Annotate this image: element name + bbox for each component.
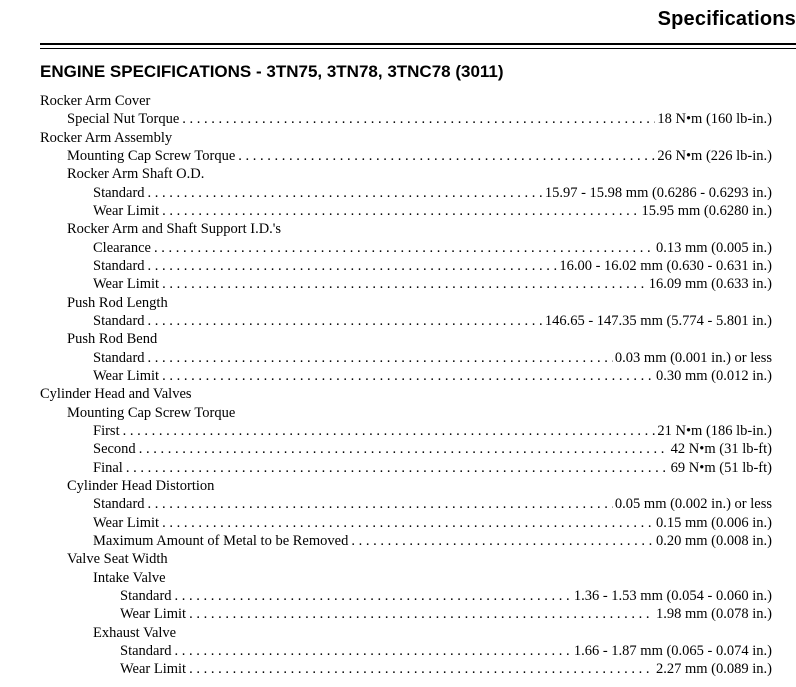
spec-row xyxy=(40,605,772,623)
spec-row xyxy=(40,459,772,477)
dot-leader xyxy=(162,367,654,385)
spec-row xyxy=(40,660,772,678)
spec-row xyxy=(40,110,772,128)
spec-heading xyxy=(40,477,772,495)
spec-row xyxy=(40,184,772,202)
header-rule-thick xyxy=(40,43,796,45)
spec-heading xyxy=(40,220,772,238)
dot-leader xyxy=(123,422,656,440)
spec-value: 0.05 mm (0.002 in.) or less xyxy=(614,496,772,513)
spec-label: Push Rod Bend xyxy=(67,331,158,348)
spec-row xyxy=(40,147,772,165)
spec-row xyxy=(40,349,772,367)
spec-label: Standard xyxy=(93,257,145,274)
dot-leader xyxy=(148,184,543,202)
header-rule-thin xyxy=(40,48,796,49)
dot-leader xyxy=(162,202,639,220)
spec-label: Standard xyxy=(120,642,172,659)
spec-label: Wear Limit xyxy=(93,514,160,531)
spec-heading xyxy=(40,550,772,568)
spec-row xyxy=(40,642,772,660)
spec-value: 16.00 - 16.02 mm (0.630 - 0.631 in.) xyxy=(559,257,772,274)
dot-leader xyxy=(126,459,669,477)
spec-row xyxy=(40,312,772,330)
spec-heading xyxy=(40,165,772,183)
spec-heading xyxy=(40,294,772,312)
spec-heading xyxy=(40,404,772,422)
dot-leader xyxy=(351,532,654,550)
spec-value: 42 N•m (31 lb-ft) xyxy=(670,441,772,458)
spec-label: Wear Limit xyxy=(93,202,160,219)
dot-leader xyxy=(162,275,647,293)
spec-value: 2.27 mm (0.089 in.) xyxy=(656,661,772,678)
dot-leader xyxy=(182,110,655,128)
spec-list xyxy=(40,92,772,679)
spec-value: 15.95 mm (0.6280 in.) xyxy=(641,202,772,219)
spec-row xyxy=(40,202,772,220)
spec-label: Cylinder Head and Valves xyxy=(40,386,192,403)
dot-leader xyxy=(238,147,655,165)
spec-label: Wear Limit xyxy=(120,606,187,623)
spec-label: Mounting Cap Screw Torque xyxy=(67,404,236,421)
spec-label: Rocker Arm Assembly xyxy=(40,129,173,146)
spec-value: 0.15 mm (0.006 in.) xyxy=(656,514,772,531)
spec-label: Standard xyxy=(93,349,145,366)
dot-leader xyxy=(175,642,572,660)
spec-row xyxy=(40,532,772,550)
spec-value: 1.66 - 1.87 mm (0.065 - 0.074 in.) xyxy=(573,642,772,659)
spec-label: Standard xyxy=(93,312,145,329)
spec-row xyxy=(40,422,772,440)
spec-value: 16.09 mm (0.633 in.) xyxy=(648,276,772,293)
spec-value: 0.30 mm (0.012 in.) xyxy=(656,367,772,384)
dot-leader xyxy=(148,312,543,330)
spec-row xyxy=(40,440,772,458)
section-title: ENGINE SPECIFICATIONS - 3TN75, 3TN78, 3TNC78 (3011) xyxy=(40,62,504,81)
spec-label: Wear Limit xyxy=(93,276,160,293)
spec-value: 15.97 - 15.98 mm (0.6286 - 0.6293 in.) xyxy=(544,184,772,201)
spec-heading xyxy=(40,385,772,403)
spec-label: Cylinder Head Distortion xyxy=(67,477,215,494)
dot-leader xyxy=(139,440,669,458)
spec-value: 0.13 mm (0.005 in.) xyxy=(656,239,772,256)
spec-row xyxy=(40,587,772,605)
spec-label: Rocker Arm Shaft O.D. xyxy=(67,166,205,183)
spec-row xyxy=(40,367,772,385)
spec-label: Clearance xyxy=(93,239,151,256)
spec-label: Maximum Amount of Metal to be Removed xyxy=(93,532,349,549)
spec-label: Wear Limit xyxy=(120,661,187,678)
spec-heading xyxy=(40,129,772,147)
dot-leader xyxy=(175,587,572,605)
dot-leader xyxy=(148,349,613,367)
spec-label: Rocker Arm and Shaft Support I.D.'s xyxy=(67,221,282,238)
spec-value: 1.98 mm (0.078 in.) xyxy=(656,606,772,623)
spec-label: Standard xyxy=(120,587,172,604)
dot-leader xyxy=(162,514,654,532)
spec-label: Push Rod Length xyxy=(67,294,168,311)
spec-row xyxy=(40,514,772,532)
spec-value: 1.36 - 1.53 mm (0.054 - 0.060 in.) xyxy=(573,587,772,604)
spec-row xyxy=(40,275,772,293)
spec-label: Wear Limit xyxy=(93,367,160,384)
spec-heading xyxy=(40,569,772,587)
spec-value: 18 N•m (160 lb-in.) xyxy=(657,111,772,128)
spec-heading xyxy=(40,330,772,348)
spec-label: First xyxy=(93,422,120,439)
spec-label: Second xyxy=(93,441,136,458)
dot-leader xyxy=(154,239,654,257)
spec-value: 69 N•m (51 lb-ft) xyxy=(670,459,772,476)
spec-value: 0.20 mm (0.008 in.) xyxy=(656,532,772,549)
dot-leader xyxy=(148,257,558,275)
spec-row xyxy=(40,239,772,257)
spec-value: 0.03 mm (0.001 in.) or less xyxy=(614,349,772,366)
page-header-title: Specifications xyxy=(657,8,796,30)
spec-label: Rocker Arm Cover xyxy=(40,93,151,109)
spec-row xyxy=(40,257,772,275)
spec-label: Special Nut Torque xyxy=(67,111,180,128)
spec-label: Final xyxy=(93,459,123,476)
dot-leader xyxy=(189,605,654,623)
spec-value: 146.65 - 147.35 mm (5.774 - 5.801 in.) xyxy=(544,312,772,329)
spec-label: Standard xyxy=(93,184,145,201)
spec-label: Exhaust Valve xyxy=(93,624,177,641)
spec-label: Mounting Cap Screw Torque xyxy=(67,147,236,164)
spec-row xyxy=(40,495,772,513)
spec-heading xyxy=(40,92,772,110)
dot-leader xyxy=(189,660,654,678)
spec-label: Valve Seat Width xyxy=(67,551,168,568)
spec-value: 26 N•m (226 lb-in.) xyxy=(657,147,772,164)
spec-heading xyxy=(40,624,772,642)
spec-value: 21 N•m (186 lb-in.) xyxy=(657,422,772,439)
spec-label: Intake Valve xyxy=(93,569,166,586)
dot-leader xyxy=(148,495,613,513)
spec-label: Standard xyxy=(93,496,145,513)
